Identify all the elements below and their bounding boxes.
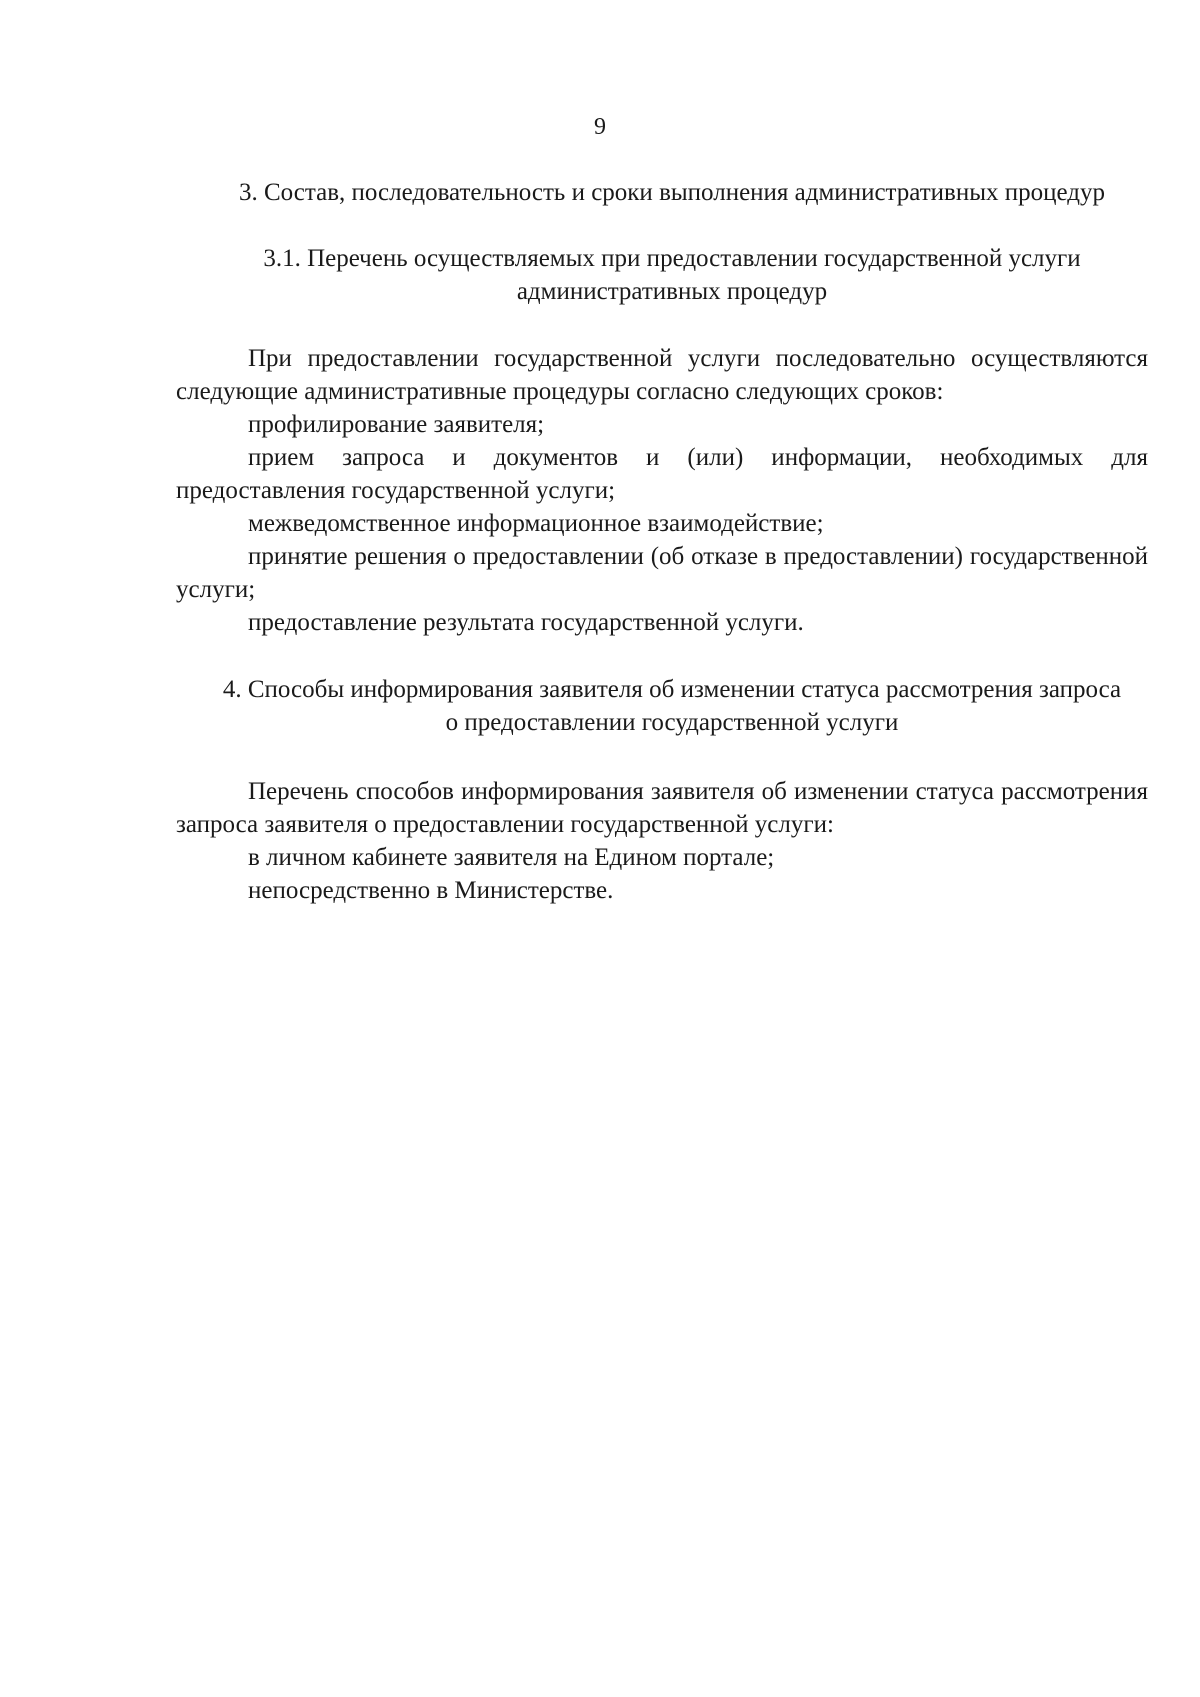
section-4-intro: Перечень способов информирования заявителя об изменении статуса рассмотрения запроса заявителя о предоставлении государственной услуги: (176, 778, 1148, 838)
page-number: 9 (594, 114, 606, 140)
document-body (176, 176, 1148, 907)
procedure-item-interagency: межведомственное информационное взаимодействие; (248, 510, 824, 537)
section-3-heading: 3. Состав, последовательность и сроки выполнения административных процедур (238, 179, 1105, 206)
procedure-item-request-intake: прием запроса и документов и (или) информации, необходимых для предоставления государственной услуги; (176, 444, 1148, 504)
section-4-heading: 4. Способы информирования заявителя об изменении статуса рассмотрения запроса о предоставлении государственной услуги (222, 676, 1122, 736)
procedure-item-profiling: профилирование заявителя; (248, 411, 545, 438)
procedure-item-decision: принятие решения о предоставлении (об отказе в предоставлении) государственной услуги; (176, 543, 1148, 603)
section-3-1-intro: При предоставлении государственной услуги последовательно осуществляются следующие административные процедуры согласно следующих сроков: (176, 345, 1148, 405)
notification-item-ministry: непосредственно в Министерстве. (248, 877, 614, 904)
procedure-item-result: предоставление результата государственной услуги. (248, 609, 804, 636)
notification-item-portal: в личном кабинете заявителя на Едином портале; (248, 844, 775, 871)
section-3-1-heading: 3.1. Перечень осуществляемых при предоставлении государственной услуги административных процедур (263, 245, 1081, 305)
